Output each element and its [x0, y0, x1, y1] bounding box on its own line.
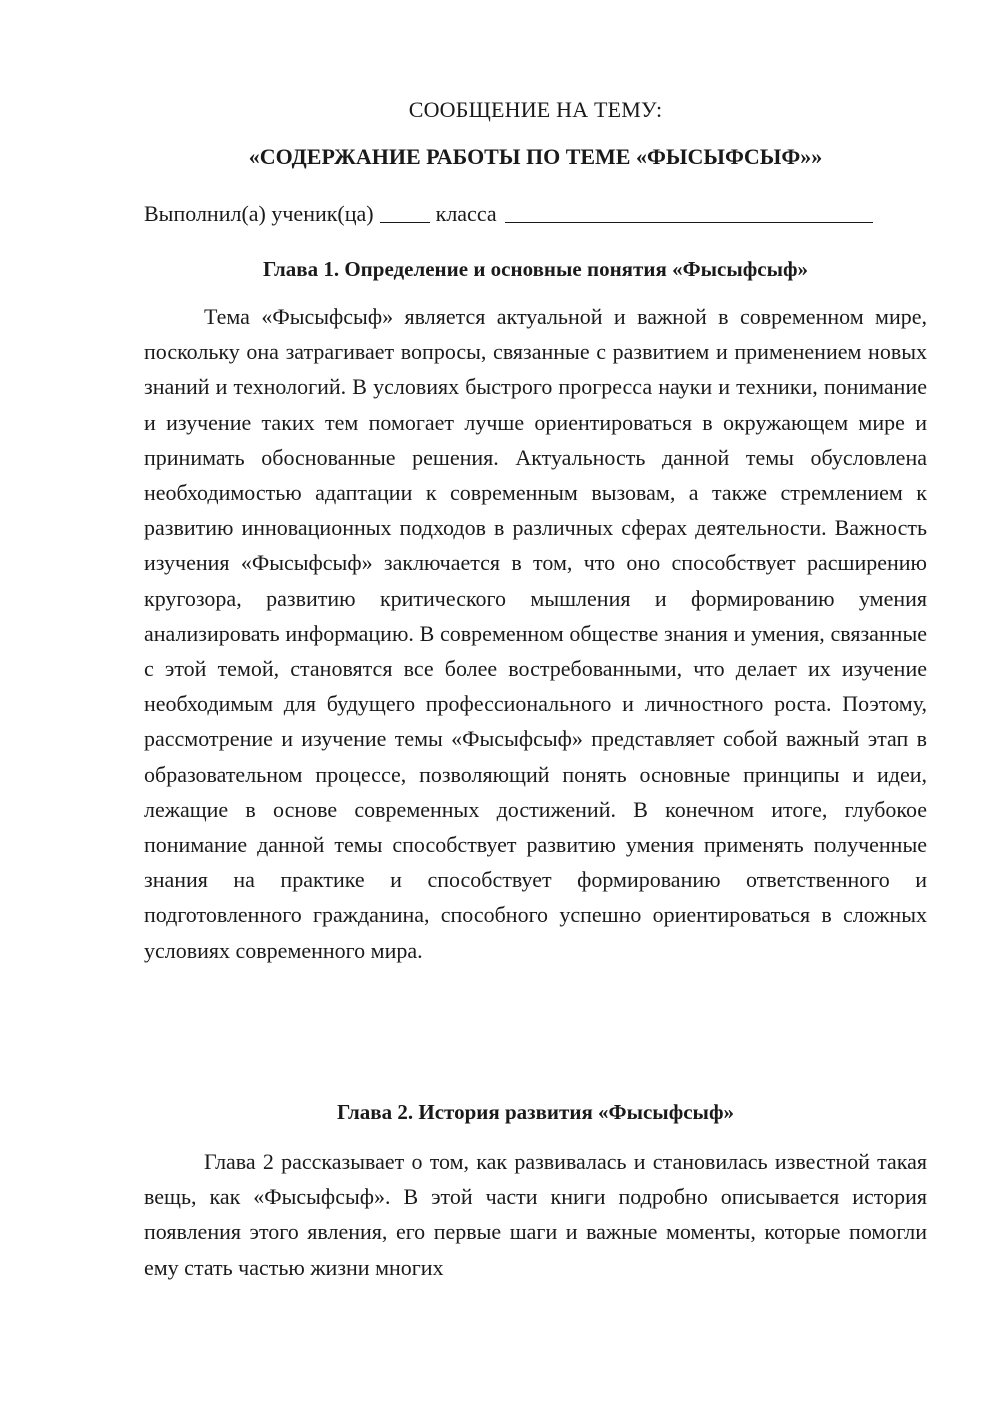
- chapter-1-heading: Глава 1. Определение и основные понятия «Фысыфсыф»: [262, 257, 808, 281]
- chapter-1-paragraph: Тема «Фысыфсыф» является актуальной и важной в современном мире, поскольку она затрагивает вопросы, связанные с развитием и применением новых знаний и технологий. В условиях быстрого прогресса науки и техники, понимание и изучение таких тем помогает лучше ориентироваться в окружающем мире и принимать обоснованные решения. Актуальность данной темы обусловлена необходимостью адаптации к современным вызовам, а также стремлением к развитию инновационных подходов в различных сферах деятельности. Важность изучения «Фысыфсыф» заключается в том, что оно способствует расширению кругозора, развитию критического мышления и формированию умения анализировать информацию. В современном обществе знания и умения, связанные с этой темой, становятся все более востребованными, что делает их изучение необходимым для будущего профессионального и личностного роста. Поэтому, рассмотрение и изучение темы «Фысыфсыф» представляет собой важный этап в образовательном процессе, позволяющий понять основные принципы и идеи, лежащие в основе современных достижений. В конечном итоге, глубокое понимание данной темы способствует развитию умения применять полученные знания на практике и способствует формированию ответственного и подготовленного гражданина, способного успешно ориентироваться в сложных условиях современного мира.: [144, 304, 927, 963]
- author-line: [144, 198, 927, 228]
- class-label: класса: [435, 201, 497, 226]
- chapter-2-paragraph: Глава 2 рассказывает о том, как развивалась и становилась известной такая вещь, как «Фысыфсыф». В этой части книги подробно описывается история появления этого явления, его первые шаги и важные моменты, которые помогли ему стать частью жизни многих: [144, 1149, 927, 1280]
- completed-by-label: Выполнил(а) ученик(ца): [144, 201, 374, 226]
- document-title-line2: «СОДЕРЖАНИЕ РАБОТЫ ПО ТЕМЕ «ФЫСЫФСЫФ»»: [248, 144, 823, 169]
- document-title-line1: СООБЩЕНИЕ НА ТЕМУ:: [408, 97, 663, 122]
- student-name-blank: [505, 200, 873, 223]
- class-number-blank: [380, 200, 430, 223]
- chapter-2-heading: Глава 2. История развития «Фысыфсыф»: [337, 1100, 734, 1124]
